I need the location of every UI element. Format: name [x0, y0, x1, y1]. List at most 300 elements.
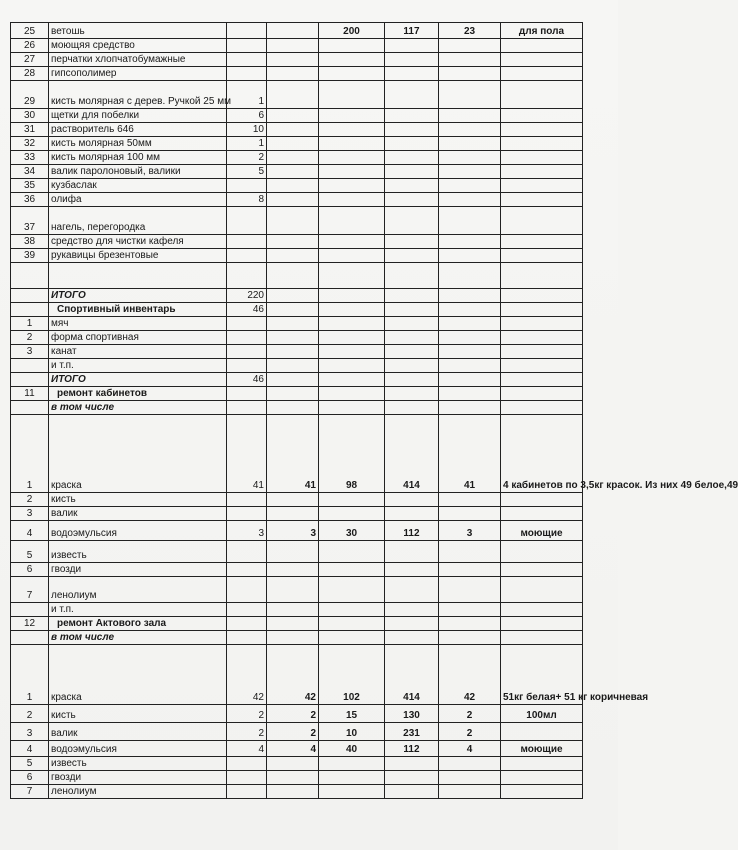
item-name: кисть — [49, 705, 227, 723]
quantity-cell: 2 — [227, 723, 267, 741]
value3-cell — [319, 359, 385, 373]
quantity-cell — [227, 23, 267, 39]
value4-cell — [385, 785, 439, 799]
value3-cell — [319, 137, 385, 151]
value5-cell — [439, 373, 501, 387]
table-row — [11, 493, 583, 507]
quantity-cell — [227, 401, 267, 415]
table-row — [11, 541, 583, 563]
row-number: 1 — [11, 645, 49, 705]
item-name: олифа — [49, 193, 227, 207]
value5-cell — [439, 193, 501, 207]
table-row — [11, 741, 583, 757]
value3-cell — [319, 493, 385, 507]
value5-cell — [439, 757, 501, 771]
value5-cell — [439, 207, 501, 235]
note-cell — [501, 493, 583, 507]
note-cell — [501, 249, 583, 263]
item-name: кисть молярная 50мм — [49, 137, 227, 151]
note-cell — [501, 359, 583, 373]
value5-cell — [439, 249, 501, 263]
value5-cell — [439, 137, 501, 151]
row-number: 5 — [11, 757, 49, 771]
value3-cell: 98 — [319, 415, 385, 493]
table-row — [11, 785, 583, 799]
quantity2-cell — [267, 757, 319, 771]
row-number: 11 — [11, 387, 49, 401]
note-cell — [501, 53, 583, 67]
item-name: кисть молярная 100 мм — [49, 151, 227, 165]
table-row — [11, 401, 583, 415]
item-name: краска — [49, 415, 227, 493]
quantity2-cell — [267, 387, 319, 401]
value5-cell — [439, 317, 501, 331]
row-number: 30 — [11, 109, 49, 123]
table-row — [11, 289, 583, 303]
note-cell — [501, 289, 583, 303]
value5-cell: 42 — [439, 645, 501, 705]
item-name: водоэмульсия — [49, 741, 227, 757]
quantity2-cell — [267, 249, 319, 263]
row-number: 25 — [11, 23, 49, 39]
value3-cell — [319, 303, 385, 317]
quantity2-cell — [267, 631, 319, 645]
value3-cell — [319, 317, 385, 331]
row-number: 35 — [11, 179, 49, 193]
note-cell: моющие — [501, 741, 583, 757]
note-cell — [501, 577, 583, 603]
row-number: 3 — [11, 345, 49, 359]
note-cell — [501, 235, 583, 249]
quantity2-cell: 41 — [267, 415, 319, 493]
value4-cell — [385, 757, 439, 771]
quantity-cell: 2 — [227, 151, 267, 165]
table-row — [11, 415, 583, 493]
note-cell — [501, 303, 583, 317]
value3-cell: 200 — [319, 23, 385, 39]
quantity-cell — [227, 235, 267, 249]
table-row — [11, 137, 583, 151]
table-row — [11, 123, 583, 137]
value3-cell — [319, 541, 385, 563]
quantity-cell — [227, 331, 267, 345]
table-row — [11, 207, 583, 235]
table-row — [11, 345, 583, 359]
value3-cell — [319, 785, 385, 799]
value5-cell — [439, 359, 501, 373]
item-name: кисть — [49, 493, 227, 507]
note-cell — [501, 757, 583, 771]
table-row — [11, 359, 583, 373]
quantity2-cell — [267, 303, 319, 317]
note-cell: 100мл — [501, 705, 583, 723]
quantity-cell — [227, 263, 267, 289]
item-name: гипсополимер — [49, 67, 227, 81]
note-cell — [501, 617, 583, 631]
row-number: 33 — [11, 151, 49, 165]
value3-cell — [319, 289, 385, 303]
value5-cell — [439, 771, 501, 785]
note-cell — [501, 723, 583, 741]
quantity-cell — [227, 493, 267, 507]
value4-cell — [385, 193, 439, 207]
value4-cell: 414 — [385, 645, 439, 705]
quantity2-cell — [267, 137, 319, 151]
quantity2-cell — [267, 165, 319, 179]
note-cell: 51кг белая+ 51 кг коричневая — [501, 645, 583, 705]
note-cell — [501, 401, 583, 415]
item-name: ремонт кабинетов — [49, 387, 227, 401]
row-number: 5 — [11, 541, 49, 563]
value4-cell — [385, 303, 439, 317]
item-name: валик паролоновый, валики — [49, 165, 227, 179]
quantity-cell: 220 — [227, 289, 267, 303]
value3-cell — [319, 67, 385, 81]
quantity2-cell — [267, 39, 319, 53]
value4-cell — [385, 165, 439, 179]
quantity-cell — [227, 179, 267, 193]
row-number: 36 — [11, 193, 49, 207]
value5-cell — [439, 493, 501, 507]
quantity-cell — [227, 631, 267, 645]
item-name: форма спортивная — [49, 331, 227, 345]
note-cell — [501, 193, 583, 207]
value3-cell — [319, 81, 385, 109]
value4-cell: 130 — [385, 705, 439, 723]
item-name: нагель, перегородка — [49, 207, 227, 235]
value5-cell — [439, 81, 501, 109]
value3-cell — [319, 577, 385, 603]
note-cell — [501, 263, 583, 289]
quantity2-cell — [267, 507, 319, 521]
value5-cell — [439, 577, 501, 603]
quantity-cell — [227, 387, 267, 401]
quantity2-cell — [267, 577, 319, 603]
quantity-cell — [227, 317, 267, 331]
item-name: гвозди — [49, 563, 227, 577]
row-number: 1 — [11, 317, 49, 331]
value4-cell — [385, 331, 439, 345]
quantity2-cell — [267, 563, 319, 577]
quantity2-cell — [267, 617, 319, 631]
table-row — [11, 317, 583, 331]
quantity-cell — [227, 207, 267, 235]
row-number: 6 — [11, 771, 49, 785]
value5-cell: 41 — [439, 415, 501, 493]
value3-cell — [319, 109, 385, 123]
quantity2-cell — [267, 67, 319, 81]
value5-cell — [439, 123, 501, 137]
row-number: 32 — [11, 137, 49, 151]
item-name: ленолиум — [49, 785, 227, 799]
quantity2-cell — [267, 81, 319, 109]
row-number: 31 — [11, 123, 49, 137]
value3-cell — [319, 631, 385, 645]
value3-cell — [319, 193, 385, 207]
note-cell — [501, 507, 583, 521]
table-row — [11, 53, 583, 67]
value4-cell: 112 — [385, 741, 439, 757]
item-name: кузбаслак — [49, 179, 227, 193]
value5-cell — [439, 289, 501, 303]
item-name: и т.п. — [49, 603, 227, 617]
value3-cell — [319, 771, 385, 785]
table-row — [11, 723, 583, 741]
value4-cell — [385, 207, 439, 235]
value4-cell — [385, 81, 439, 109]
note-cell — [501, 373, 583, 387]
note-cell — [501, 165, 583, 179]
item-name: и т.п. — [49, 359, 227, 373]
quantity2-cell: 4 — [267, 741, 319, 757]
value3-cell — [319, 507, 385, 521]
value4-cell — [385, 603, 439, 617]
quantity-cell: 3 — [227, 521, 267, 541]
table-row — [11, 771, 583, 785]
value5-cell — [439, 151, 501, 165]
row-number: 37 — [11, 207, 49, 235]
quantity-cell — [227, 785, 267, 799]
value5-cell: 2 — [439, 723, 501, 741]
item-name: валик — [49, 723, 227, 741]
table-row — [11, 303, 583, 317]
value5-cell — [439, 331, 501, 345]
note-cell — [501, 345, 583, 359]
note-cell — [501, 81, 583, 109]
quantity-cell: 46 — [227, 303, 267, 317]
value4-cell — [385, 109, 439, 123]
value3-cell — [319, 345, 385, 359]
note-cell: 4 кабинетов по 3,5кг красок. Из них 49 белое,49 — [501, 415, 583, 493]
note-cell — [501, 207, 583, 235]
row-number — [11, 401, 49, 415]
value3-cell: 15 — [319, 705, 385, 723]
table-row — [11, 387, 583, 401]
quantity2-cell — [267, 23, 319, 39]
row-number: 3 — [11, 723, 49, 741]
quantity-cell — [227, 345, 267, 359]
item-name: ленолиум — [49, 577, 227, 603]
quantity-cell — [227, 359, 267, 373]
table-row — [11, 151, 583, 165]
value4-cell — [385, 53, 439, 67]
row-number: 34 — [11, 165, 49, 179]
quantity2-cell — [267, 541, 319, 563]
value3-cell — [319, 563, 385, 577]
quantity-cell: 2 — [227, 705, 267, 723]
value3-cell — [319, 263, 385, 289]
value3-cell: 10 — [319, 723, 385, 741]
quantity-cell — [227, 757, 267, 771]
value4-cell — [385, 289, 439, 303]
table-row — [11, 39, 583, 53]
value4-cell — [385, 235, 439, 249]
value5-cell — [439, 631, 501, 645]
value4-cell — [385, 493, 439, 507]
value5-cell — [439, 541, 501, 563]
row-number: 27 — [11, 53, 49, 67]
quantity-cell: 4 — [227, 741, 267, 757]
table-row — [11, 109, 583, 123]
quantity-cell — [227, 53, 267, 67]
item-name: ремонт Актового зала — [49, 617, 227, 631]
row-number: 2 — [11, 705, 49, 723]
value3-cell — [319, 603, 385, 617]
table-row — [11, 331, 583, 345]
item-name: ветошь — [49, 23, 227, 39]
value3-cell — [319, 401, 385, 415]
quantity2-cell — [267, 179, 319, 193]
item-name: кисть молярная с дерев. Ручкой 25 мм — [49, 81, 227, 109]
row-number: 4 — [11, 521, 49, 541]
value3-cell — [319, 331, 385, 345]
note-cell — [501, 785, 583, 799]
value5-cell — [439, 785, 501, 799]
value4-cell — [385, 39, 439, 53]
row-number: 2 — [11, 331, 49, 345]
value5-cell: 23 — [439, 23, 501, 39]
value5-cell — [439, 165, 501, 179]
row-number: 29 — [11, 81, 49, 109]
quantity2-cell — [267, 289, 319, 303]
row-number — [11, 373, 49, 387]
value4-cell — [385, 373, 439, 387]
note-cell — [501, 771, 583, 785]
item-name: известь — [49, 541, 227, 563]
item-name — [49, 263, 227, 289]
value5-cell — [439, 617, 501, 631]
table-row — [11, 373, 583, 387]
value3-cell — [319, 151, 385, 165]
quantity-cell: 1 — [227, 81, 267, 109]
value4-cell — [385, 507, 439, 521]
value5-cell: 2 — [439, 705, 501, 723]
row-number: 3 — [11, 507, 49, 521]
quantity2-cell: 42 — [267, 645, 319, 705]
value4-cell — [385, 387, 439, 401]
value3-cell — [319, 207, 385, 235]
value4-cell — [385, 345, 439, 359]
quantity-cell: 6 — [227, 109, 267, 123]
value4-cell — [385, 263, 439, 289]
quantity2-cell: 2 — [267, 705, 319, 723]
item-name: краска — [49, 645, 227, 705]
table-row — [11, 179, 583, 193]
row-number: 28 — [11, 67, 49, 81]
row-number — [11, 289, 49, 303]
table-row — [11, 603, 583, 617]
item-name: перчатки хлопчатобумажные — [49, 53, 227, 67]
value5-cell — [439, 401, 501, 415]
quantity2-cell — [267, 263, 319, 289]
value4-cell — [385, 563, 439, 577]
quantity2-cell — [267, 345, 319, 359]
table-row — [11, 263, 583, 289]
table-row — [11, 617, 583, 631]
quantity2-cell — [267, 373, 319, 387]
value5-cell — [439, 387, 501, 401]
row-number: 7 — [11, 577, 49, 603]
quantity-cell — [227, 507, 267, 521]
table-row — [11, 193, 583, 207]
value4-cell — [385, 317, 439, 331]
table-row — [11, 757, 583, 771]
value5-cell — [439, 263, 501, 289]
quantity2-cell — [267, 207, 319, 235]
note-cell — [501, 67, 583, 81]
table-row — [11, 249, 583, 263]
row-number — [11, 603, 49, 617]
value5-cell: 4 — [439, 741, 501, 757]
item-name: гвозди — [49, 771, 227, 785]
quantity2-cell: 2 — [267, 723, 319, 741]
value5-cell — [439, 345, 501, 359]
value5-cell — [439, 39, 501, 53]
table-row — [11, 563, 583, 577]
value3-cell — [319, 53, 385, 67]
quantity-cell: 8 — [227, 193, 267, 207]
value4-cell — [385, 631, 439, 645]
quantity-cell: 5 — [227, 165, 267, 179]
value5-cell — [439, 603, 501, 617]
value3-cell: 30 — [319, 521, 385, 541]
item-name: канат — [49, 345, 227, 359]
item-name: валик — [49, 507, 227, 521]
note-cell — [501, 151, 583, 165]
table-row — [11, 81, 583, 109]
quantity-cell: 1 — [227, 137, 267, 151]
table-row — [11, 705, 583, 723]
table-row — [11, 645, 583, 705]
row-number: 4 — [11, 741, 49, 757]
note-cell — [501, 387, 583, 401]
value5-cell — [439, 53, 501, 67]
row-number: 1 — [11, 415, 49, 493]
item-name: щетки для побелки — [49, 109, 227, 123]
value4-cell — [385, 401, 439, 415]
value4-cell — [385, 249, 439, 263]
table-row — [11, 577, 583, 603]
value3-cell — [319, 123, 385, 137]
value3-cell — [319, 249, 385, 263]
value4-cell — [385, 151, 439, 165]
table-row — [11, 23, 583, 39]
item-name: ИТОГО — [49, 289, 227, 303]
note-cell — [501, 137, 583, 151]
value3-cell — [319, 179, 385, 193]
quantity2-cell — [267, 193, 319, 207]
quantity-cell — [227, 67, 267, 81]
value3-cell — [319, 235, 385, 249]
quantity-cell — [227, 249, 267, 263]
note-cell — [501, 109, 583, 123]
row-number: 26 — [11, 39, 49, 53]
value4-cell — [385, 137, 439, 151]
note-cell — [501, 541, 583, 563]
quantity-cell — [227, 577, 267, 603]
row-number: 12 — [11, 617, 49, 631]
value4-cell: 231 — [385, 723, 439, 741]
table-row — [11, 521, 583, 541]
item-name: растворитель 646 — [49, 123, 227, 137]
value5-cell — [439, 563, 501, 577]
value3-cell — [319, 617, 385, 631]
value5-cell: 3 — [439, 521, 501, 541]
quantity-cell: 46 — [227, 373, 267, 387]
item-name: в том числе — [49, 631, 227, 645]
quantity-cell — [227, 39, 267, 53]
value5-cell — [439, 109, 501, 123]
